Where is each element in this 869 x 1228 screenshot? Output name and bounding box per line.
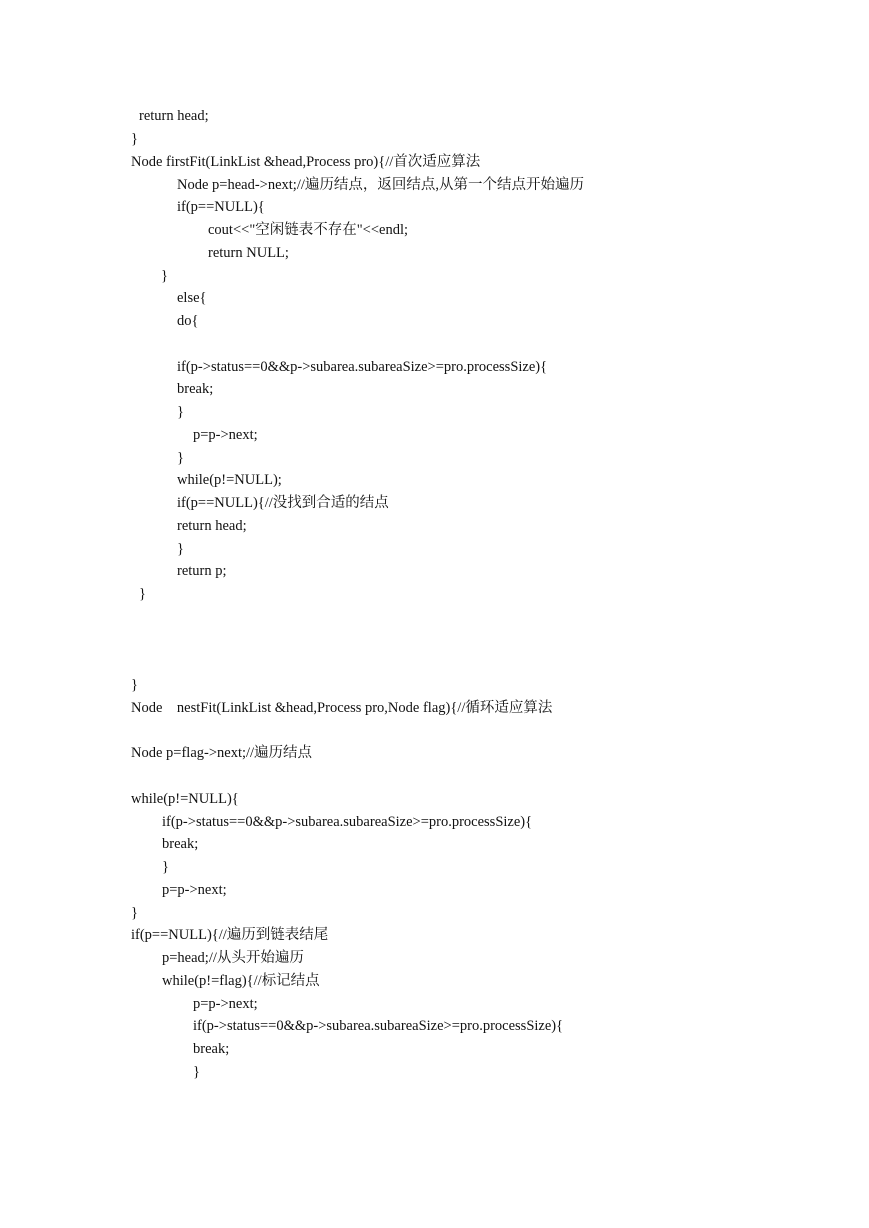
code-line: else{ [177, 290, 207, 306]
code-line: return NULL; [208, 245, 289, 261]
code-line: Node firstFit(LinkList &head,Process pro){//首次适应算法 [131, 154, 481, 170]
code-line: } [177, 541, 184, 557]
code-line: if(p==NULL){//遍历到链表结尾 [131, 927, 329, 943]
code-line: } [177, 450, 184, 466]
code-line: p=p->next; [193, 427, 258, 443]
code-line: } [193, 1064, 200, 1080]
code-line: p=p->next; [162, 882, 227, 898]
code-line: cout<<"空闲链表不存在"<<endl; [208, 222, 409, 238]
code-line: Node p=head->next;//遍历结点，返回结点,从第一个结点开始遍历 [177, 177, 585, 193]
code-line: if(p->status==0&&p->subarea.subareaSize>=pro.processSize){ [177, 359, 548, 375]
code-line: if(p==NULL){//没找到合适的结点 [177, 495, 389, 511]
code-line: } [162, 859, 169, 875]
code-line: return head; [177, 518, 247, 534]
code-line: break; [162, 836, 199, 852]
code-line: } [131, 131, 138, 147]
code-line: while(p!=NULL){ [131, 791, 239, 807]
code-line: } [161, 268, 168, 284]
code-line: break; [177, 381, 214, 397]
code-line: } [139, 586, 146, 602]
code-line: break; [193, 1041, 230, 1057]
code-line: if(p->status==0&&p->subarea.subareaSize>=pro.processSize){ [162, 814, 533, 830]
code-line: Node nestFit(LinkList &head,Process pro,Node flag){//循环适应算法 [131, 700, 553, 716]
code-line: Node p=flag->next;//遍历结点 [131, 745, 313, 761]
code-line: if(p->status==0&&p->subarea.subareaSize>=pro.processSize){ [193, 1018, 564, 1034]
code-line: return head; [139, 108, 209, 124]
code-line: if(p==NULL){ [177, 199, 265, 215]
code-line: p=head;//从头开始遍历 [162, 950, 304, 966]
code-line: } [131, 677, 138, 693]
code-line: } [177, 404, 184, 420]
code-line: return p; [177, 563, 227, 579]
code-line: p=p->next; [193, 996, 258, 1012]
code-line: } [131, 905, 138, 921]
code-line: while(p!=NULL); [177, 472, 282, 488]
code-line: while(p!=flag){//标记结点 [162, 973, 320, 989]
code-line: do{ [177, 313, 199, 329]
